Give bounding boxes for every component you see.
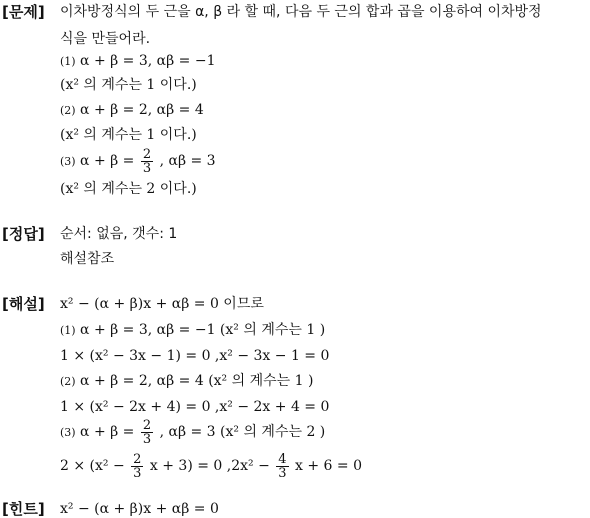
step-expression: α + β = 3, αβ = −1 (x² 의 계수는 1 ) <box>80 322 326 338</box>
answer-line-1: 순서: 없음, 갯수: 1 <box>60 226 178 242</box>
item-number: (1) <box>60 55 76 68</box>
answer-label: [정답] <box>2 225 45 243</box>
problem-line-1: 이차방정식의 두 근을 α, β 라 할 때, 다음 두 근의 합과 곱을 이용하여 이차방정 <box>60 4 542 20</box>
fraction <box>141 419 153 446</box>
problem-item-3-note: (x² 의 계수는 2 이다.) <box>60 181 197 197</box>
fraction-denominator: 3 <box>278 465 287 481</box>
item-number: (3) <box>60 155 76 168</box>
item-number: (1) <box>60 324 76 337</box>
item-expression: α + β = 3, αβ = −1 <box>80 53 216 69</box>
problem-item-1 <box>60 52 215 71</box>
solution-step-3 <box>60 417 325 448</box>
result-part-b: x + 3) = 0 ,2x² − <box>149 458 270 474</box>
solution-step-2-result: 1 × (x² − 2x + 4) = 0 ,x² − 2x + 4 = 0 <box>60 399 330 415</box>
solution-label: [해설] <box>2 295 45 313</box>
solution-intro: x² − (α + β)x + αβ = 0 이므로 <box>60 296 264 312</box>
problem-item-2-note: (x² 의 계수는 1 이다.) <box>60 127 197 143</box>
fraction-numerator: 2 <box>142 417 152 433</box>
problem-item-2 <box>60 101 204 120</box>
item-expression-pre: α + β = <box>80 153 135 169</box>
hint-expression: x² − (α + β)x + αβ = 0 <box>60 501 219 517</box>
problem-item-1-note: (x² 의 계수는 1 이다.) <box>60 77 197 93</box>
item-number: (3) <box>60 426 76 439</box>
fraction-denominator: 3 <box>142 431 152 447</box>
step-expression-post: , αβ = 3 (x² 의 계수는 2 ) <box>159 424 326 440</box>
answer-line-2: 해설참조 <box>60 251 115 267</box>
item-expression-post: , αβ = 3 <box>159 153 216 169</box>
solution-step-1 <box>60 321 325 340</box>
problem-line-2: 식을 만들어라. <box>60 31 151 47</box>
fraction-denominator: 3 <box>133 465 142 481</box>
item-expression: α + β = 2, αβ = 4 <box>80 102 204 118</box>
hint-label: [힌트] <box>2 500 45 518</box>
solution-step-1-result: 1 × (x² − 3x − 1) = 0 ,x² − 3x − 1 = 0 <box>60 348 330 364</box>
solution-step-2 <box>60 372 313 391</box>
problem-label: [문제] <box>2 3 45 21</box>
fraction <box>276 453 288 480</box>
fraction-denominator: 3 <box>142 160 152 176</box>
item-number: (2) <box>60 375 76 388</box>
fraction-numerator: 2 <box>142 146 152 162</box>
fraction-numerator: 4 <box>278 451 287 467</box>
problem-item-3 <box>60 146 216 177</box>
step-expression-pre: α + β = <box>80 424 135 440</box>
fraction <box>131 453 143 480</box>
result-part-a: 2 × (x² − <box>60 458 125 474</box>
step-expression: α + β = 2, αβ = 4 (x² 의 계수는 1 ) <box>80 373 314 389</box>
fraction <box>141 148 153 175</box>
fraction-numerator: 2 <box>133 451 142 467</box>
result-part-c: x + 6 = 0 <box>295 458 362 474</box>
item-number: (2) <box>60 104 76 117</box>
solution-step-3-result <box>60 451 362 481</box>
